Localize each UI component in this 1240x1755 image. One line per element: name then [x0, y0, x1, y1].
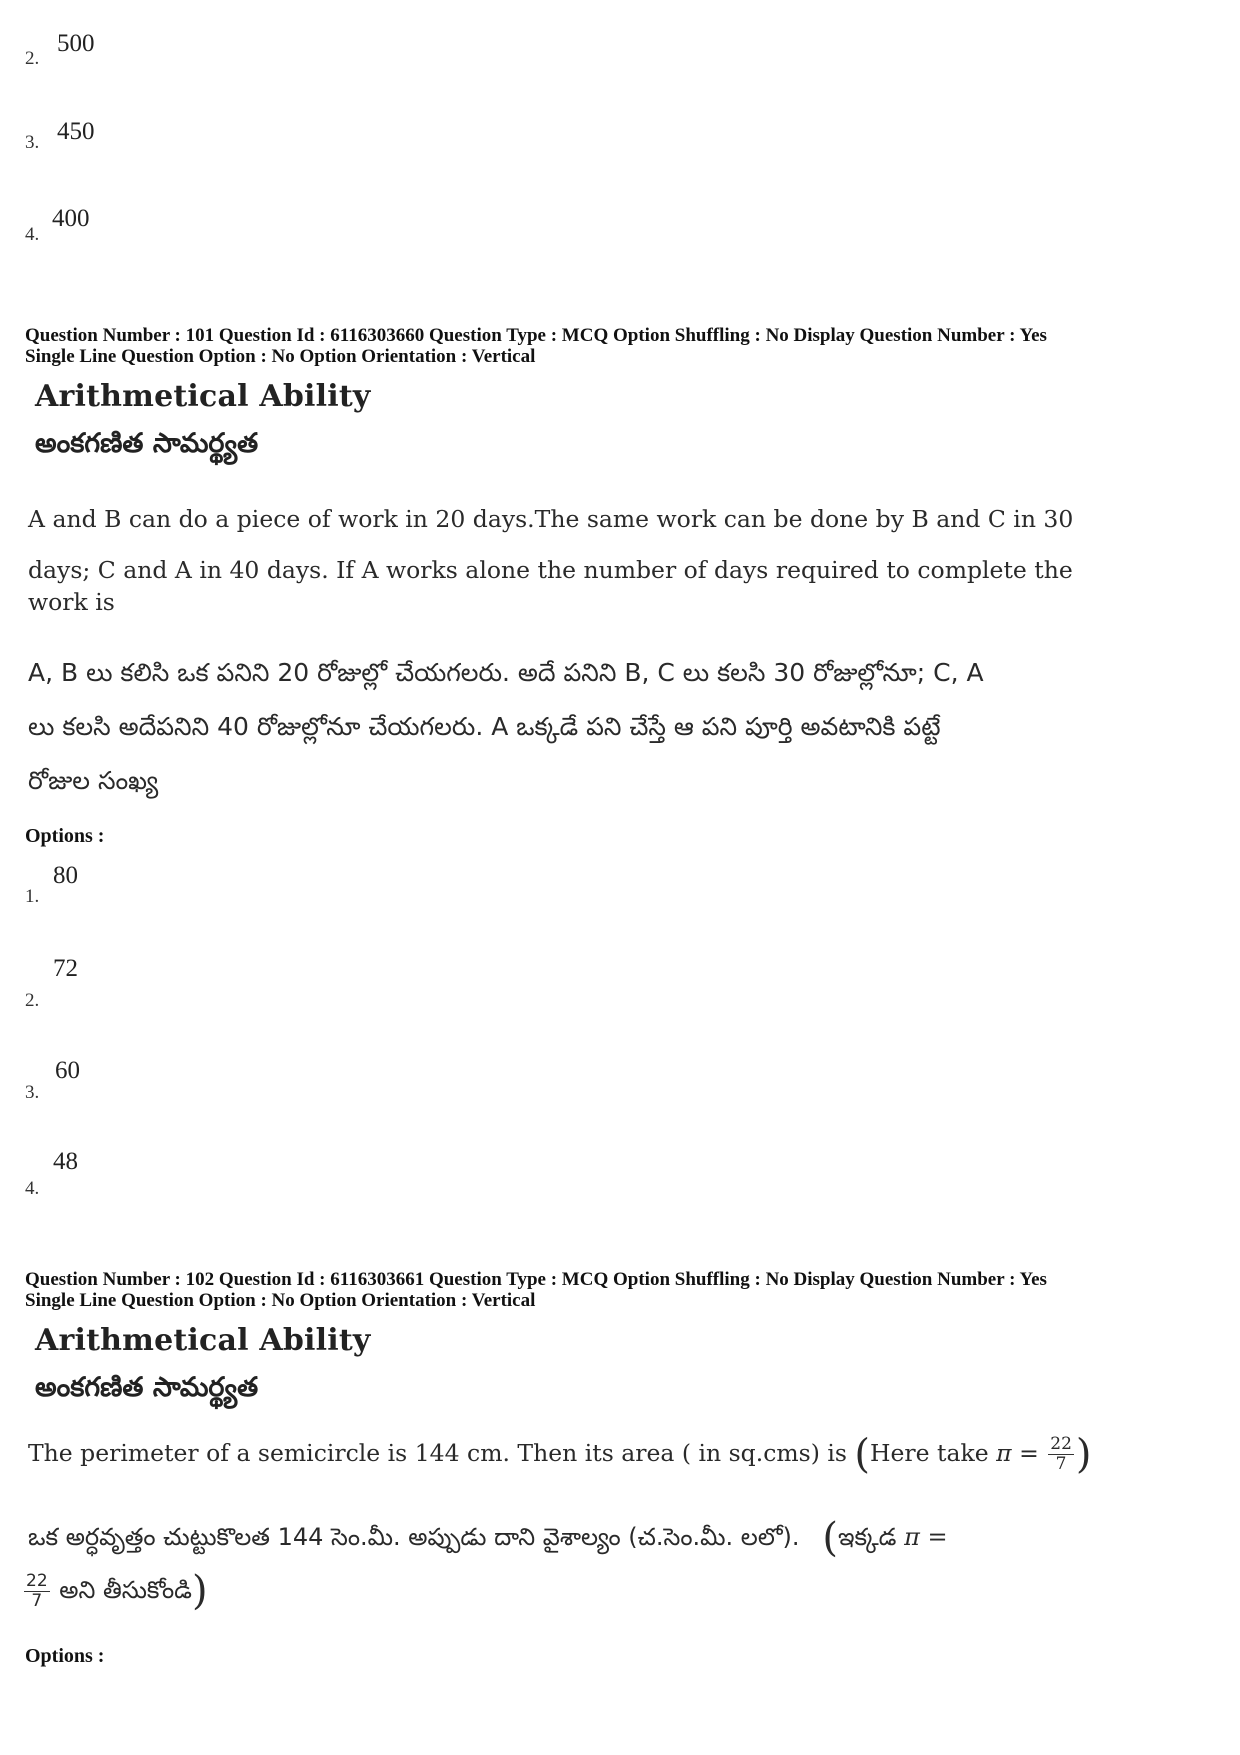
option-value: 60 [55, 1057, 80, 1084]
fraction-22-7 [1048, 1435, 1074, 1474]
subject-title-en: Arithmetical Ability [35, 1323, 371, 1358]
equals-sign: = [1019, 1439, 1039, 1467]
option-number: 4. [25, 1178, 40, 1199]
question-text-te-line-1 [28, 1512, 1128, 1562]
question-text-te-line-1: A, B లు కలిసి ఒక పనిని 20 రోజుల్లో చేయగలరు. అదే పనిని B, C లు కలసి 30 రోజుల్లోనూ; C, A [28, 658, 984, 687]
fraction-numerator: 22 [26, 1570, 48, 1591]
close-paren: ) [191, 1568, 208, 1614]
option-number: 2. [25, 48, 40, 69]
subject-title-en: Arithmetical Ability [35, 379, 371, 414]
question-text-te-line-2: లు కలసి అదేపనిని 40 రోజుల్లోనూ చేయగలరు. A ఒక్కడే పని చేస్తే ఆ పని పూర్తి అవటానికి పట్టే [28, 712, 941, 741]
fraction-22-7 [24, 1572, 50, 1611]
option-number: 1. [25, 886, 40, 907]
option-number: 2. [25, 990, 40, 1011]
close-paren: ) [1075, 1431, 1092, 1478]
question-text-en-line-1: A and B can do a piece of work in 20 days.The same work can be done by B and C in 30 [28, 505, 1074, 533]
option-number: 3. [25, 132, 40, 153]
pi-symbol: π [904, 1523, 920, 1551]
fraction-denominator: 7 [31, 1590, 43, 1611]
option-number: 3. [25, 1082, 40, 1103]
fraction-denominator: 7 [1055, 1454, 1067, 1474]
question-meta-line-2: Single Line Question Option : No Option Orientation : Vertical [25, 346, 536, 367]
option-value: 80 [53, 862, 78, 889]
question-text-en [28, 1428, 1128, 1478]
question-text-en-line-3: work is [28, 588, 115, 616]
pi-symbol: π [996, 1439, 1012, 1467]
option-value: 72 [53, 955, 78, 982]
fraction-numerator: 22 [1050, 1434, 1072, 1454]
question-text-te-line-3: రోజుల సంఖ్య [28, 766, 159, 795]
option-value: 500 [57, 30, 95, 57]
subject-title-te: అంకగణిత సామర్థ్యత [35, 428, 259, 459]
subject-title-te: అంకగణిత సామర్థ్యత [35, 1372, 259, 1403]
option-value: 48 [53, 1148, 78, 1175]
hint-text-te-1: ఇక్కడ [838, 1523, 897, 1551]
question-text-en-line-2: days; C and A in 40 days. If A works alone the number of days required to complete the [28, 556, 1073, 584]
open-paren: ( [854, 1431, 871, 1478]
option-number: 4. [25, 224, 40, 245]
option-value: 450 [57, 118, 95, 145]
option-value: 400 [52, 205, 90, 232]
question-text-te-main: ఒక అర్ధవృత్తం చుట్టుకొలత 144 సెం.మీ. అప్పుడు దాని వైశాల్యం (చ.సెం.మీ. లలో). [28, 1523, 800, 1551]
question-meta-line-1: Question Number : 102 Question Id : 6116303661 Question Type : MCQ Option Shuffling : No Display Question Number : Yes [25, 1269, 1047, 1290]
question-text-en-main: The perimeter of a semicircle is 144 cm. Then its area ( in sq.cms) is [28, 1439, 847, 1467]
options-label: Options : [25, 1645, 105, 1667]
hint-text-en: Here take [870, 1439, 989, 1467]
hint-text-te-2: అని తీసుకోండి [59, 1576, 192, 1604]
question-text-te-line-2 [22, 1565, 208, 1615]
question-meta-line-1: Question Number : 101 Question Id : 6116303660 Question Type : MCQ Option Shuffling : No Display Question Number : Yes [25, 325, 1047, 346]
options-label: Options : [25, 825, 105, 847]
open-paren: ( [822, 1515, 839, 1561]
question-meta-line-2: Single Line Question Option : No Option Orientation : Vertical [25, 1290, 536, 1311]
equals-sign: = [927, 1523, 948, 1551]
